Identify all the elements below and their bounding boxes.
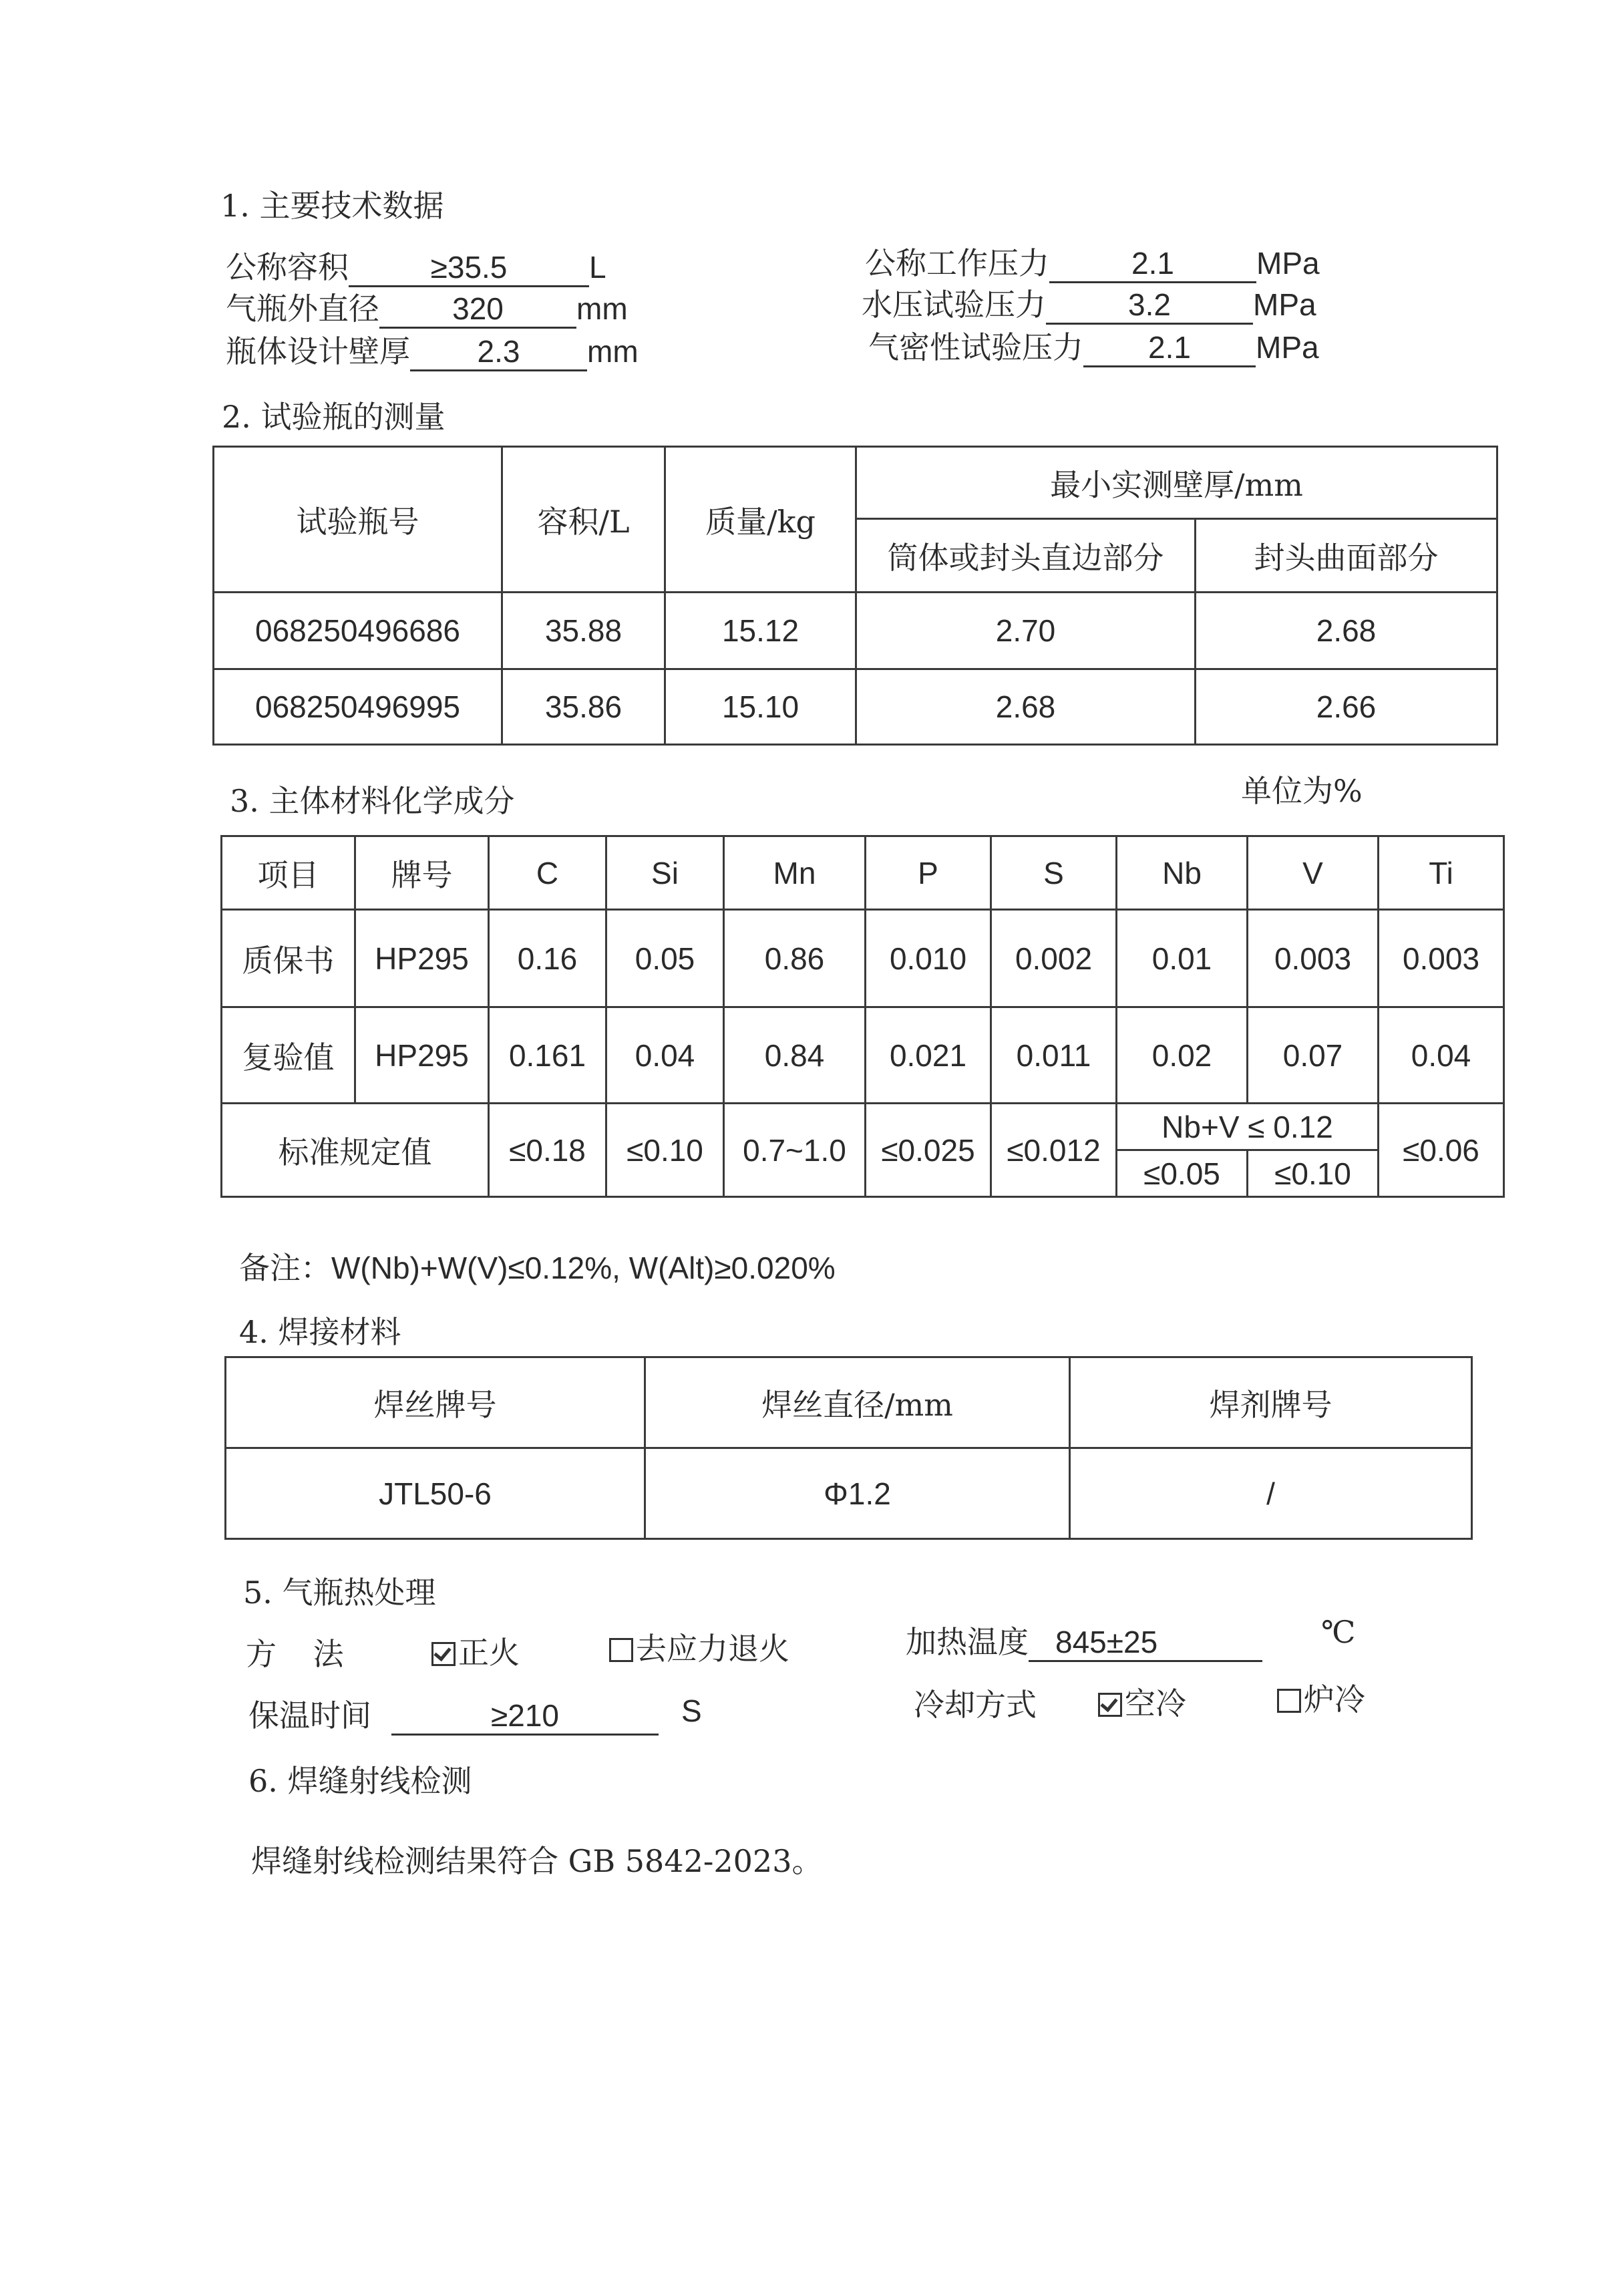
table-row	[214, 669, 1497, 745]
std-si: ≤0.10	[606, 1104, 724, 1197]
standard-label: 标准规定值	[222, 1104, 489, 1197]
holding-time-label: 保温时间	[248, 1697, 371, 1734]
row-label: 质保书	[222, 910, 355, 1007]
nominal-volume-row	[226, 243, 606, 287]
table-row	[226, 1448, 1472, 1539]
heating-temp-field	[1029, 1624, 1262, 1662]
section-4-title: 4. 焊接材料	[239, 1314, 401, 1350]
header-mn: Mn	[724, 836, 866, 910]
body-thickness-cell: 2.70	[856, 593, 1196, 669]
checked-box-icon[interactable]	[431, 1642, 456, 1666]
c-cell: 0.161	[489, 1007, 606, 1104]
chemical-composition-table	[220, 835, 1505, 1198]
design-thickness-label: 瓶体设计壁厚	[226, 333, 410, 369]
p-cell: 0.010	[866, 910, 991, 1007]
radiography-result: 焊缝射线检测结果符合 GB 5842-2023。	[251, 1843, 823, 1879]
header-c: C	[489, 836, 606, 910]
v-cell: 0.003	[1248, 910, 1379, 1007]
heating-temp-value: 845±25	[1055, 1625, 1158, 1659]
work-pressure-unit: MPa	[1256, 246, 1320, 281]
grade-cell: HP295	[355, 1007, 489, 1104]
hydro-test-field	[1046, 287, 1253, 325]
std-nb: ≤0.05	[1117, 1150, 1248, 1197]
option-air-cool-label: 空冷	[1125, 1685, 1186, 1721]
option-stress-relief[interactable]	[609, 1625, 789, 1669]
unchecked-box-icon[interactable]	[1277, 1689, 1301, 1713]
design-thickness-row	[226, 327, 639, 371]
note-text: W(Nb)+W(V)≤0.12%, W(Alt)≥0.020%	[331, 1251, 836, 1285]
unchecked-box-icon[interactable]	[609, 1638, 633, 1662]
grade-cell: HP295	[355, 910, 489, 1007]
heating-temp-unit: ℃	[1321, 1614, 1356, 1650]
design-thickness-field	[410, 333, 587, 371]
work-pressure-row	[865, 239, 1320, 283]
holding-time-field	[391, 1697, 659, 1736]
volume-cell: 35.86	[502, 669, 665, 745]
header-min-thickness: 最小实测壁厚/mm	[856, 447, 1497, 519]
outer-diameter-unit: mm	[576, 291, 628, 326]
body-thickness-cell: 2.68	[856, 669, 1196, 745]
header-grade: 牌号	[355, 836, 489, 910]
section-2-title: 2. 试验瓶的测量	[222, 399, 445, 435]
mass-cell: 15.12	[665, 593, 856, 669]
header-wire-grade: 焊丝牌号	[226, 1357, 645, 1448]
heating-temp-label: 加热温度	[906, 1624, 1029, 1660]
table-row	[214, 593, 1497, 669]
header-s: S	[991, 836, 1117, 910]
option-normalize-label: 正火	[458, 1635, 520, 1671]
mn-cell: 0.86	[724, 910, 866, 1007]
air-test-value: 2.1	[1148, 330, 1191, 365]
nominal-volume-label: 公称容积	[226, 249, 349, 285]
nb-cell: 0.01	[1117, 910, 1248, 1007]
volume-cell: 35.88	[502, 593, 665, 669]
outer-diameter-row	[226, 285, 628, 329]
work-pressure-value: 2.1	[1131, 246, 1174, 281]
wire-diameter-cell: Φ1.2	[645, 1448, 1070, 1539]
std-p: ≤0.025	[866, 1104, 991, 1197]
standard-row	[222, 1104, 1504, 1150]
holding-time-value: ≥210	[491, 1698, 559, 1733]
table-row	[222, 1007, 1504, 1104]
nb-cell: 0.02	[1117, 1007, 1248, 1104]
design-thickness-value: 2.3	[477, 334, 520, 369]
nominal-volume-field	[349, 249, 589, 287]
cylinder-no: 068250496686	[214, 593, 502, 669]
header-wire-diameter: 焊丝直径/mm	[645, 1357, 1070, 1448]
std-ti: ≤0.06	[1379, 1104, 1504, 1197]
row-label: 复验值	[222, 1007, 355, 1104]
hydro-test-label: 水压试验压力	[862, 287, 1046, 323]
design-thickness-unit: mm	[587, 334, 639, 369]
welding-material-table	[224, 1356, 1473, 1540]
method-label: 方 法	[246, 1636, 344, 1672]
header-item: 项目	[222, 836, 355, 910]
mn-cell: 0.84	[724, 1007, 866, 1104]
header-si: Si	[606, 836, 724, 910]
option-furnace-cool-label: 炉冷	[1304, 1681, 1365, 1717]
c-cell: 0.16	[489, 910, 606, 1007]
unit-note: 单位为%	[1241, 773, 1363, 809]
hydro-test-value: 3.2	[1128, 287, 1171, 322]
option-normalize[interactable]	[431, 1629, 520, 1673]
holding-time-unit: S	[681, 1693, 702, 1728]
outer-diameter-field	[379, 291, 576, 329]
hydro-test-unit: MPa	[1253, 287, 1316, 322]
air-test-label: 气密性试验压力	[868, 329, 1083, 365]
option-air-cool[interactable]	[1098, 1679, 1186, 1724]
header-body-straight: 筒体或封头直边部分	[856, 519, 1196, 593]
ti-cell: 0.003	[1379, 910, 1504, 1007]
head-thickness-cell: 2.68	[1196, 593, 1497, 669]
header-ti: Ti	[1379, 836, 1504, 910]
holding-time-row	[248, 1691, 659, 1736]
air-test-field	[1083, 329, 1256, 367]
option-stress-relief-label: 去应力退火	[636, 1631, 789, 1667]
hydro-test-row	[862, 281, 1316, 325]
std-v: ≤0.10	[1248, 1150, 1379, 1197]
header-p: P	[866, 836, 991, 910]
s-cell: 0.002	[991, 910, 1117, 1007]
si-cell: 0.05	[606, 910, 724, 1007]
ti-cell: 0.04	[1379, 1007, 1504, 1104]
cylinder-no: 068250496995	[214, 669, 502, 745]
outer-diameter-label: 气瓶外直径	[226, 291, 379, 327]
header-head-curved: 封头曲面部分	[1196, 519, 1497, 593]
si-cell: 0.04	[606, 1007, 724, 1104]
std-s: ≤0.012	[991, 1104, 1117, 1197]
checked-box-icon[interactable]	[1098, 1693, 1122, 1717]
section-6-title: 6. 焊缝射线检测	[248, 1763, 472, 1799]
p-cell: 0.021	[866, 1007, 991, 1104]
air-test-unit: MPa	[1256, 330, 1319, 365]
std-nb-v-sum: Nb+V ≤ 0.12	[1117, 1104, 1379, 1150]
v-cell: 0.07	[1248, 1007, 1379, 1104]
header-v: V	[1248, 836, 1379, 910]
s-cell: 0.011	[991, 1007, 1117, 1104]
air-test-row	[868, 323, 1319, 367]
note-label: 备注：	[239, 1250, 331, 1286]
header-flux-grade: 焊剂牌号	[1070, 1357, 1472, 1448]
std-c: ≤0.18	[489, 1104, 606, 1197]
section-5-title: 5. 气瓶热处理	[243, 1575, 436, 1611]
work-pressure-label: 公称工作压力	[865, 245, 1049, 281]
std-mn: 0.7~1.0	[724, 1104, 866, 1197]
outer-diameter-value: 320	[452, 291, 504, 326]
table-row	[222, 910, 1504, 1007]
flux-grade-cell: /	[1070, 1448, 1472, 1539]
nominal-volume-value: ≥35.5	[430, 250, 508, 285]
work-pressure-field	[1049, 245, 1256, 283]
heating-temp-row	[906, 1618, 1262, 1662]
mass-cell: 15.10	[665, 669, 856, 745]
nominal-volume-unit: L	[589, 250, 606, 285]
section-1-title: 1. 主要技术数据	[220, 188, 444, 224]
wire-grade-cell: JTL50-6	[226, 1448, 645, 1539]
cooling-label: 冷却方式	[914, 1687, 1037, 1723]
header-volume: 容积/L	[502, 447, 665, 593]
section-3-title: 3. 主体材料化学成分	[230, 783, 515, 819]
header-nb: Nb	[1117, 836, 1248, 910]
cylinder-measurement-table	[212, 446, 1498, 746]
head-thickness-cell: 2.66	[1196, 669, 1497, 745]
option-furnace-cool[interactable]	[1277, 1675, 1365, 1719]
header-cylinder-no: 试验瓶号	[214, 447, 502, 593]
header-mass: 质量/kg	[665, 447, 856, 593]
composition-note	[239, 1244, 836, 1288]
